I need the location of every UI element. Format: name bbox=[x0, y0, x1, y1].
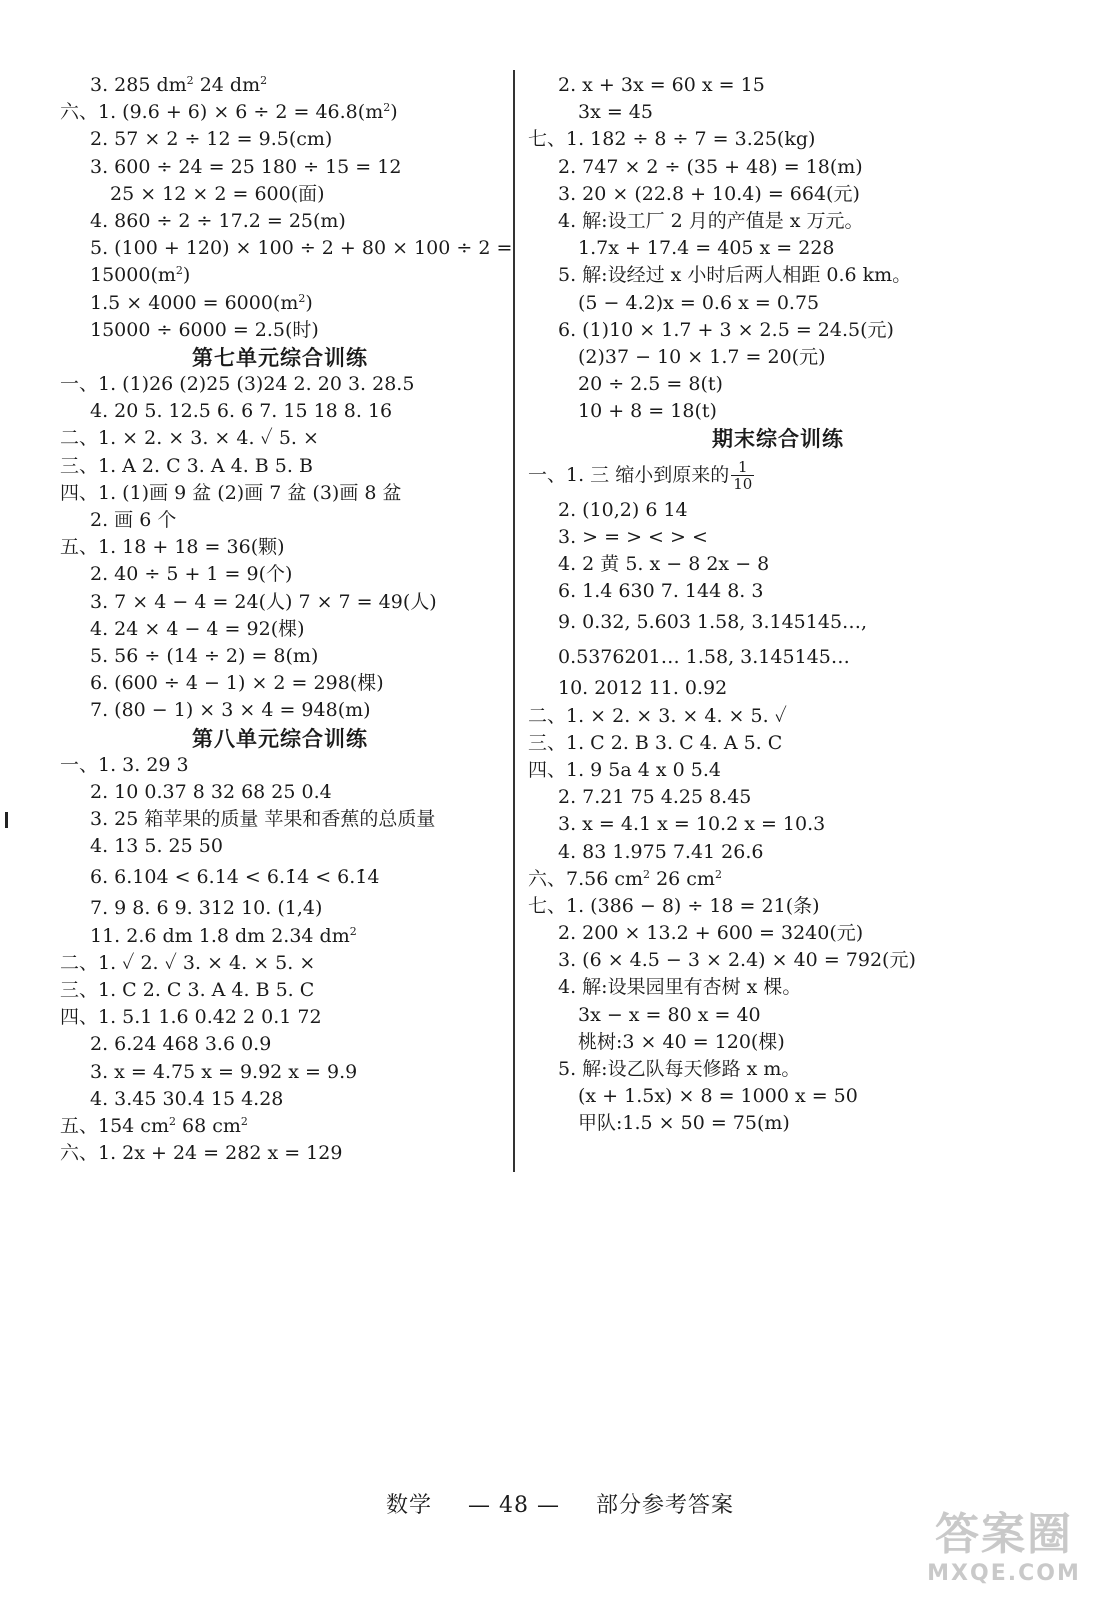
answer-line: 六、1. 2x + 24 = 282 x = 129 bbox=[60, 1142, 343, 1165]
left-column bbox=[60, 72, 513, 1167]
answer-line: 4. 24 × 4 − 4 = 92(棵) bbox=[90, 617, 305, 640]
answer-line: 2. 10 0.37 8 32 68 25 0.4 bbox=[90, 780, 332, 803]
answer-line: 3x = 45 bbox=[578, 101, 653, 124]
answer-line: 2. 747 × 2 ÷ (35 + 48) = 18(m) bbox=[558, 155, 863, 178]
answer-line: 四、1. (1)画 9 盆 (2)画 7 盆 (3)画 8 盆 bbox=[60, 481, 402, 504]
section-title: 期末综合训练 bbox=[712, 426, 844, 452]
right-column bbox=[528, 72, 1028, 1138]
answer-line: 2. x + 3x = 60 x = 15 bbox=[558, 74, 765, 96]
answer-line: 5. 解:设乙队每天修路 x m。 bbox=[558, 1058, 801, 1080]
answer-line: 2. 40 ÷ 5 + 1 = 9(个) bbox=[90, 563, 293, 586]
answer-line: 3. 285 $dm^2$ 24 $dm^2$ bbox=[90, 74, 268, 96]
answer-line: 3. 25 箱苹果的质量 苹果和香蕉的总质量 bbox=[90, 808, 436, 831]
answer-line: (5 − 4.2)x = 0.6 x = 0.75 bbox=[578, 291, 820, 314]
answer-line: $1.5 \times 4000 = 6000(m^2)$ bbox=[90, 291, 313, 314]
column-divider bbox=[513, 70, 515, 1172]
answer-line: 4. 20 5. 12.5 6. 6 7. 15 18 8. 16 bbox=[90, 400, 393, 423]
answer-line: 3. 600 ÷ 24 = 25 180 ÷ 15 = 12 bbox=[90, 155, 402, 178]
answer-line: 六、1. $(9.6 + 6) \times 6 \div 2 = 46.8(m^2)$ bbox=[60, 101, 398, 124]
answer-line: 20 ÷ 2.5 = 8(t) bbox=[578, 373, 723, 396]
answer-line: 四、1. 5.1 1.6 0.42 2 0.1 72 bbox=[60, 1006, 322, 1029]
answer-line: 3. (6 × 4.5 − 3 × 2.4) × 40 = 792(元) bbox=[558, 949, 916, 972]
answer-line: 3. x = 4.1 x = 10.2 x = 10.3 bbox=[558, 813, 826, 836]
margin-mark bbox=[5, 812, 8, 828]
answer-line: 6. (600 ÷ 4 − 1) × 2 = 298(棵) bbox=[90, 672, 384, 695]
section-title: 第七单元综合训练 bbox=[192, 344, 368, 370]
answer-line: 桃树:3 × 40 = 120(棵) bbox=[578, 1030, 785, 1053]
answer-line: $15000(m^2)$ bbox=[90, 264, 191, 287]
answer-line: 7. (80 − 1) × 3 × 4 = 948(m) bbox=[90, 699, 371, 722]
answer-line: 25 × 12 × 2 = 600(面) bbox=[110, 182, 325, 205]
watermark-domain: MXQE.COM bbox=[927, 1561, 1081, 1586]
answer-line: 二、1. × 2. × 3. × 4. ✓ 5. × bbox=[60, 427, 319, 450]
answer-line: 3x − x = 80 x = 40 bbox=[578, 1003, 761, 1026]
answer-line: 5. (100 + 120) × 100 ÷ 2 + 80 × 100 ÷ 2 = bbox=[90, 237, 513, 260]
answer-line: 5. 解:设经过 x 小时后两人相距 0.6 km。 bbox=[558, 264, 912, 287]
answer-line: 5. 56 ÷ (14 ÷ 2) = 8(m) bbox=[90, 644, 319, 667]
answer-line: 3. 20 × (22.8 + 10.4) = 664(元) bbox=[558, 182, 860, 205]
answer-line: 二、1. × 2. × 3. × 4. × 5. ✓ bbox=[528, 704, 787, 727]
answer-line: 甲队:1.5 × 50 = 75(m) bbox=[578, 1112, 790, 1135]
answer-line: 七、1. (386 − 8) ÷ 18 = 21(条) bbox=[528, 894, 820, 917]
answer-line: 一、1. (1)26 (2)25 (3)24 2. 20 3. 28.5 bbox=[60, 373, 415, 396]
answer-line: 一、1. 三 缩小到原来的 $\frac{1}{10}$ bbox=[528, 458, 753, 494]
answer-line: 三、1. A 2. C 3. A 4. B 5. B bbox=[60, 454, 313, 477]
answer-line: 6. (1)10 × 1.7 + 3 × 2.5 = 24.5(元) bbox=[558, 318, 894, 341]
answer-line: 五、1. 18 + 18 = 36(颗) bbox=[60, 536, 285, 559]
watermark-logo bbox=[914, 1509, 1094, 1586]
answer-line: 2. 画 6 个 bbox=[90, 509, 177, 531]
answer-line: 七、1. 182 ÷ 8 ÷ 7 = 3.25(kg) bbox=[528, 128, 816, 151]
answer-line: 2. (10,2) 6 14 bbox=[558, 498, 688, 521]
answer-line: 0.5376201… 1.58, 3.145145… bbox=[558, 646, 850, 669]
answer-line: (x + 1.5x) × 8 = 1000 x = 50 bbox=[578, 1085, 858, 1108]
answer-line: 7. 9 8. 6 9. 312 10. (1,4) bbox=[90, 897, 323, 920]
answer-line: 2. 57 × 2 ÷ 12 = 9.5(cm) bbox=[90, 128, 333, 151]
page-number: — 48 — bbox=[468, 1493, 560, 1518]
answer-line: 1.7x + 17.4 = 405 x = 228 bbox=[578, 237, 835, 260]
answer-line: 三、1. C 2. B 3. C 4. A 5. C bbox=[528, 731, 783, 754]
answer-line: 一、1. 3. 29 3 bbox=[60, 753, 189, 776]
answer-line: 4. 860 ÷ 2 ÷ 17.2 = 25(m) bbox=[90, 209, 346, 232]
answer-line: 二、1. ✓ 2. ✓ 3. × 4. × 5. × bbox=[60, 951, 316, 974]
answer-line: 2. 6.24 468 3.6 0.9 bbox=[90, 1033, 272, 1056]
answer-line: 4. 解:设果园里有杏树 x 棵。 bbox=[558, 976, 802, 999]
answer-line: 3. x = 4.75 x = 9.92 x = 9.9 bbox=[90, 1060, 358, 1083]
answer-line: 15000 ÷ 6000 = 2.5(时) bbox=[90, 318, 319, 341]
answer-line: 四、1. 9 5a 4 x 0 5.4 bbox=[528, 758, 721, 781]
answer-line: 3. 7 × 4 − 4 = 24(人) 7 × 7 = 49(人) bbox=[90, 590, 437, 613]
section-title: 第八单元综合训练 bbox=[192, 725, 368, 751]
answer-line: 11. 2.6 dm 1.8 dm 2.34 $dm^2$ bbox=[90, 924, 357, 947]
answer-line: 10 + 8 = 18(t) bbox=[578, 400, 717, 423]
answer-line: 4. 解:设工厂 2 月的产值是 x 万元。 bbox=[558, 209, 864, 232]
answer-line: 6. 1.4 630 7. 144 8. 3 bbox=[558, 580, 764, 603]
answer-line: 2. 7.21 75 4.25 8.45 bbox=[558, 786, 752, 809]
footer-label: 部分参考答案 bbox=[595, 1493, 734, 1518]
answer-line: (2)37 − 10 × 1.7 = 20(元) bbox=[578, 345, 826, 368]
answer-line: 2. 200 × 13.2 + 600 = 3240(元) bbox=[558, 922, 864, 945]
answer-line: 五、154 $cm^2$ 68 $cm^2$ bbox=[60, 1114, 248, 1137]
answer-line: 六、7.56 $cm^2$ 26 $cm^2$ bbox=[528, 867, 722, 890]
answer-line: 3. > = > < > < bbox=[558, 525, 708, 548]
answer-line: 4. 13 5. 25 50 bbox=[90, 835, 223, 858]
answer-line: 三、1. C 2. C 3. A 4. B 5. C bbox=[60, 979, 315, 1001]
answer-line: 6. 6.104 < 6.14 < 6.1̇4 < 6.1̇4̇ bbox=[90, 866, 380, 889]
footer-subject: 数学 bbox=[385, 1493, 432, 1518]
answer-line: 4. 2 黄 5. x − 8 2x − 8 bbox=[558, 553, 770, 575]
answer-line: 9. 0.32, 5.603 1.58, 3.145145…, bbox=[558, 611, 868, 634]
answer-line: 4. 3.45 30.4 15 4.28 bbox=[90, 1087, 284, 1110]
fraction: $\frac{1}{10}$ bbox=[733, 458, 753, 494]
watermark-text: 答案圈 bbox=[935, 1509, 1073, 1560]
answer-line: 10. 2012 11. 0.92 bbox=[558, 677, 728, 700]
answer-line: 4. 83 1.975 7.41 26.6 bbox=[558, 840, 764, 863]
